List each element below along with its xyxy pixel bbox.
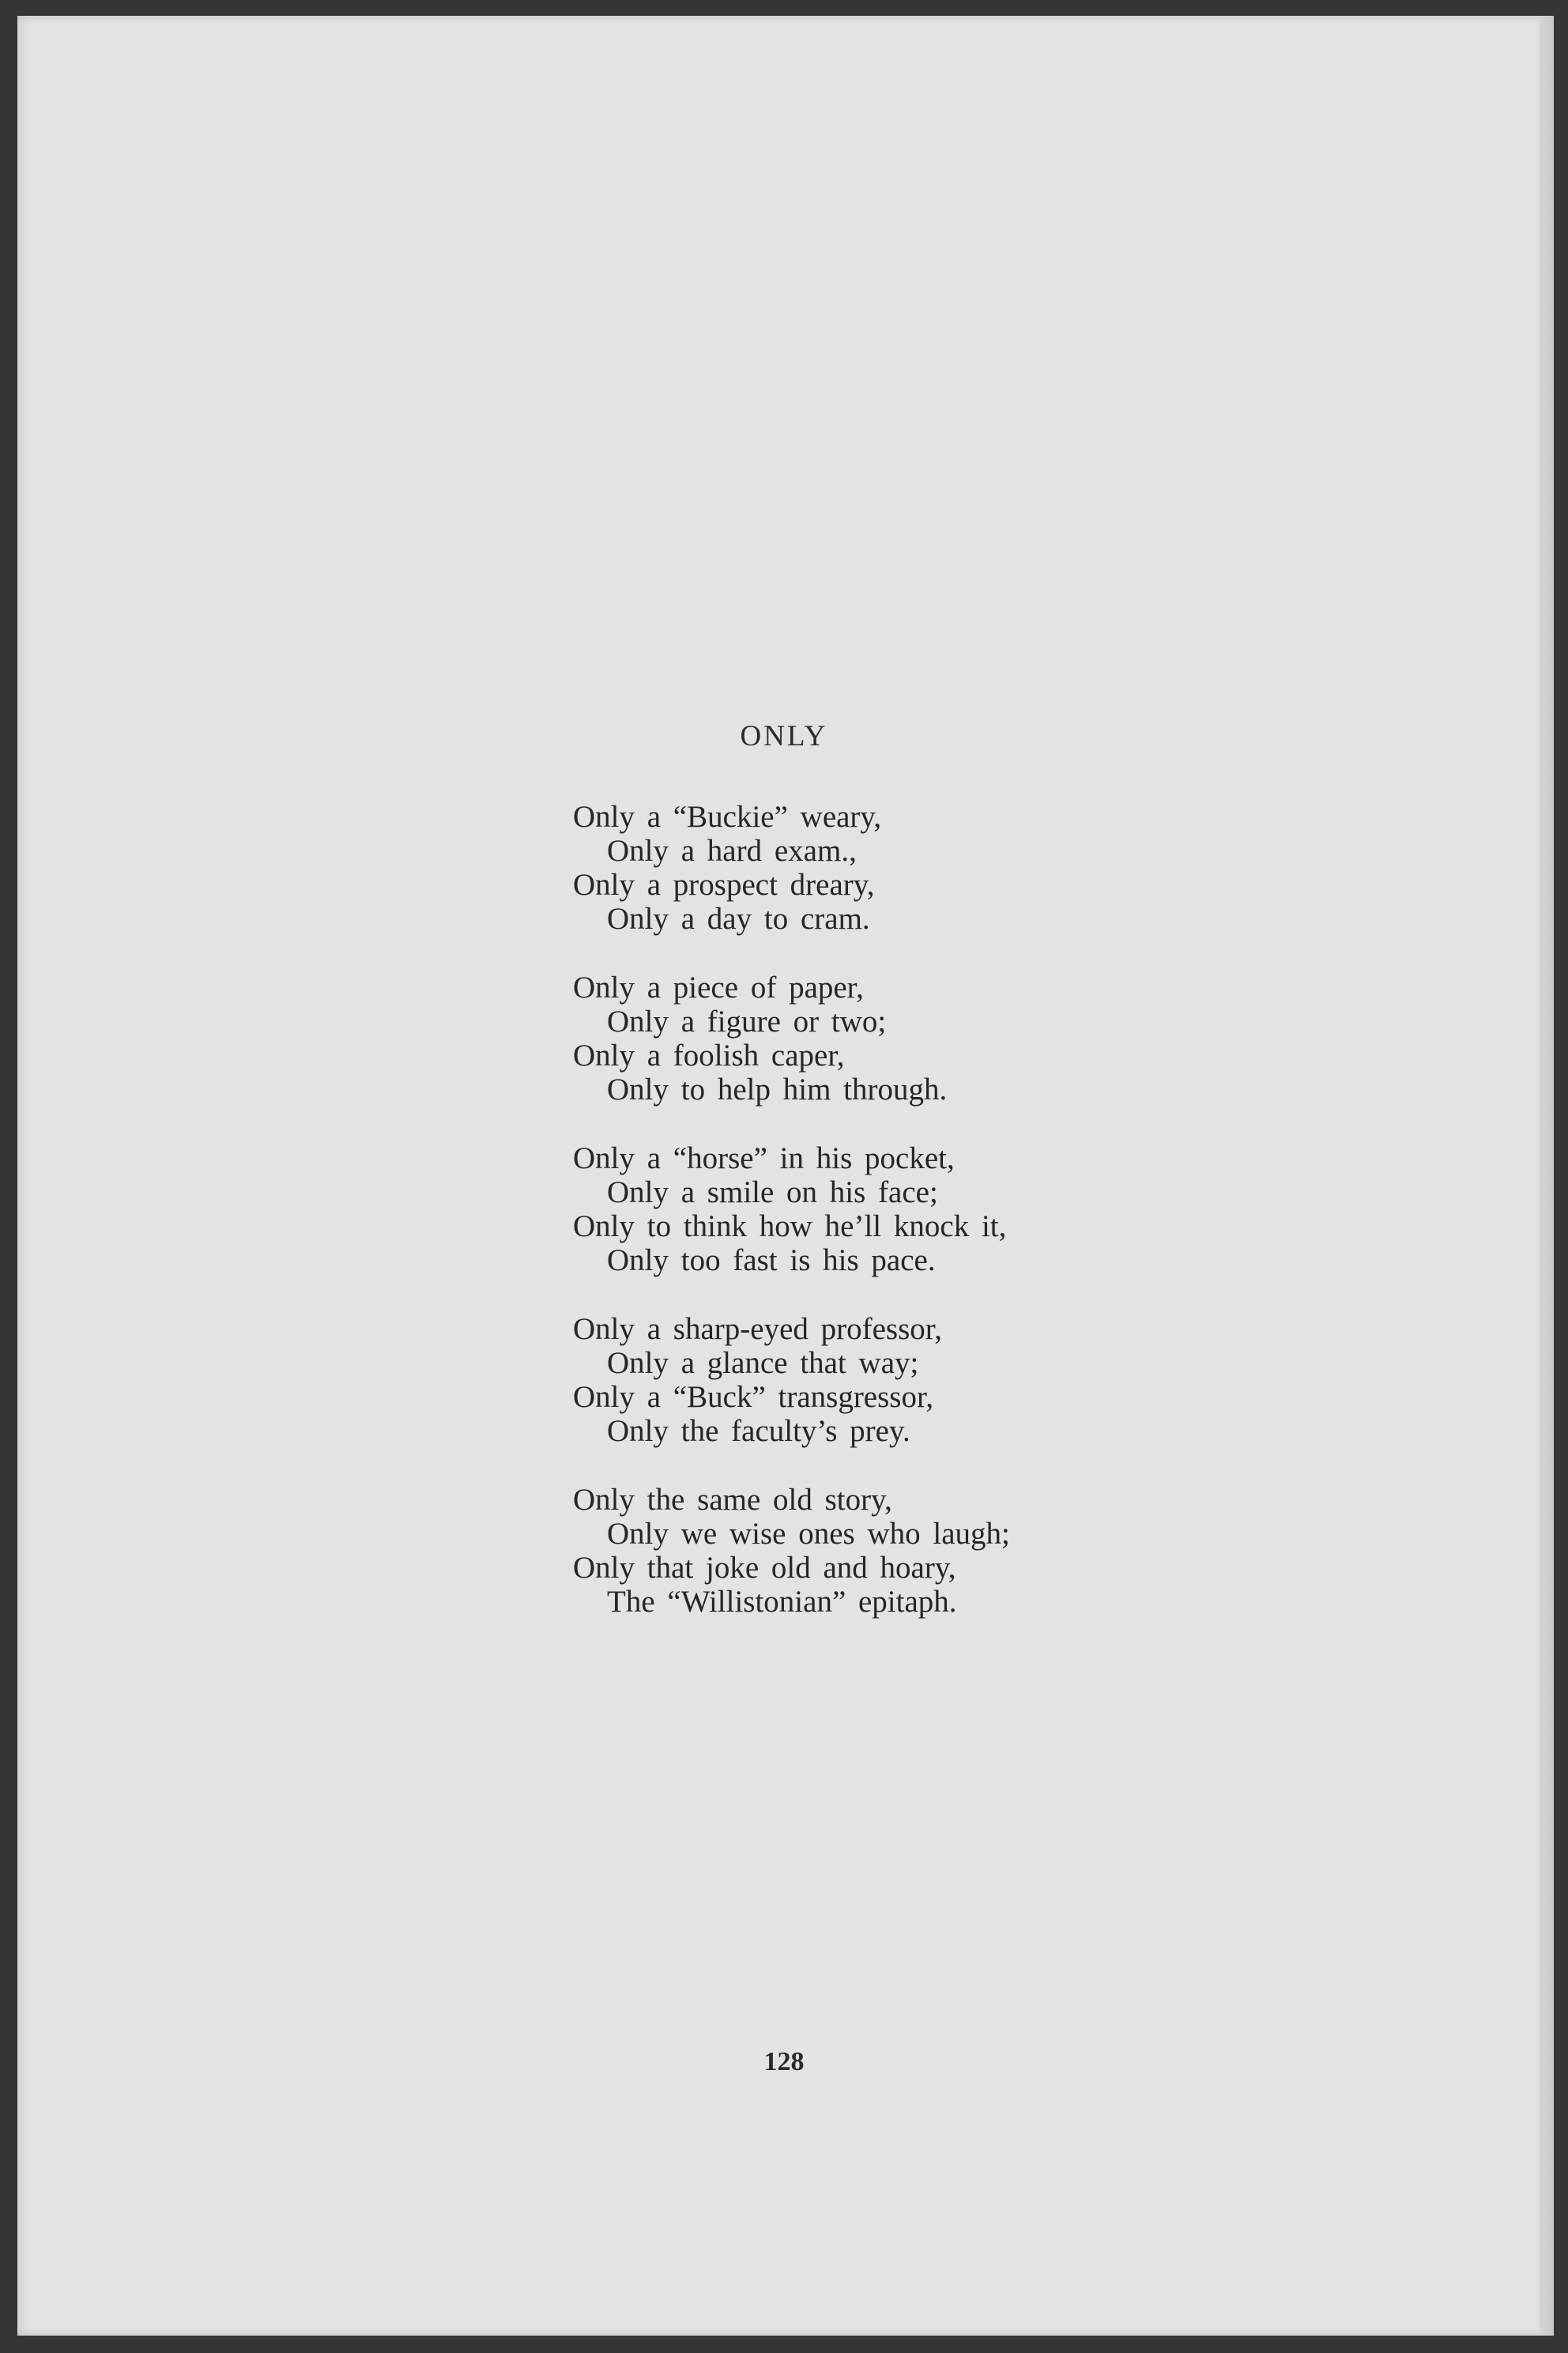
poem-line: Only we wise ones who laugh;	[607, 1517, 1010, 1551]
poem-line: Only too fast is his pace.	[607, 1243, 936, 1277]
poem-line: Only to think how he’ll knock it,	[573, 1209, 1007, 1243]
poem-body	[573, 800, 1010, 1654]
poem-line: Only a sharp-eyed professor,	[573, 1312, 942, 1346]
page-edge	[1540, 16, 1554, 2336]
stanza	[573, 1312, 1010, 1448]
poem-line: The “Willistonian” epitaph.	[607, 1585, 957, 1619]
poem-line: Only a “Buckie” weary,	[573, 800, 882, 834]
poem-line: Only the faculty’s prey.	[607, 1414, 910, 1448]
poem-line: Only a prospect dreary,	[573, 868, 875, 902]
poem-line: Only a “Buck” transgressor,	[573, 1380, 934, 1414]
poem-line: Only a figure or two;	[607, 1005, 887, 1039]
stanza	[573, 1483, 1010, 1619]
page-number: 128	[763, 2047, 805, 2076]
poem-line: Only that joke old and hoary,	[573, 1551, 956, 1585]
poem-line: Only a day to cram.	[607, 902, 870, 936]
poem-line: Only to help him through.	[607, 1073, 948, 1107]
stanza	[573, 971, 1010, 1107]
poem-line: Only the same old story,	[573, 1483, 892, 1517]
stanza	[573, 1141, 1010, 1277]
stanza	[573, 800, 1010, 936]
poem-line: Only a hard exam.,	[607, 834, 857, 868]
poem-line: Only a glance that way;	[607, 1346, 919, 1380]
poem-line: Only a “horse” in his pocket,	[573, 1141, 955, 1175]
poem-line: Only a piece of paper,	[573, 971, 864, 1005]
poem-line: Only a foolish caper,	[573, 1039, 845, 1073]
poem-title: ONLY	[740, 720, 828, 752]
poem-line: Only a smile on his face;	[607, 1175, 938, 1209]
